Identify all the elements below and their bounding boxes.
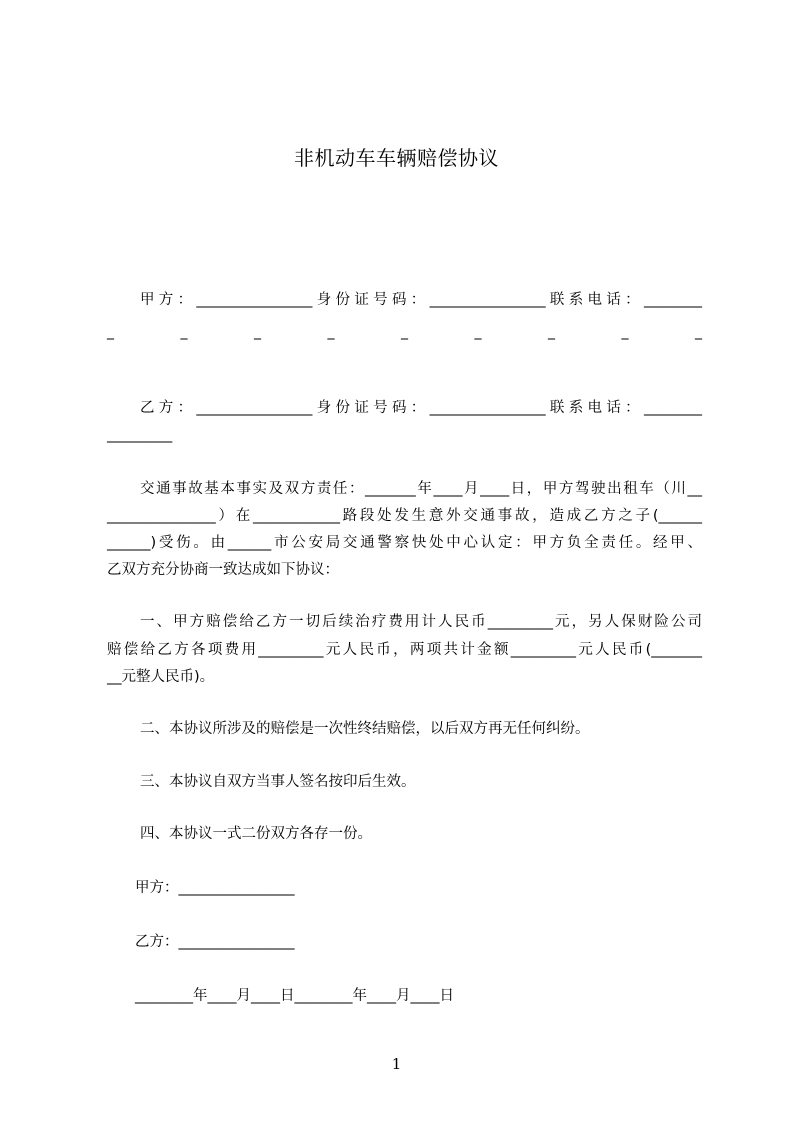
party-b-info-line: 乙方：________________身份证号码：________________联系电话：________ bbox=[140, 400, 702, 416]
facts-line-1: 交通事故基本事实及双方责任：_______年____月____日，甲方驾驶出租车（川__ bbox=[140, 481, 702, 497]
signature-party-a: 甲方：________________ bbox=[135, 880, 295, 896]
dash: _ bbox=[254, 324, 261, 340]
page-number: 1 bbox=[391, 1055, 402, 1073]
dash: _ bbox=[401, 324, 408, 340]
signature-party-b: 乙方：________________ bbox=[135, 934, 295, 950]
dash: _ bbox=[180, 324, 188, 340]
clause-1-line-3: __元整人民币)。 bbox=[107, 669, 215, 685]
facts-line-2: _______________）在____________路段处发生意外交通事故，造成乙方之子(______ bbox=[107, 508, 702, 524]
clause-2: 二、本协议所涉及的赔偿是一次性终结赔偿，以后双方再无任何纠纷。 bbox=[140, 721, 590, 737]
signature-date: ________年____月____日________年____月____日 bbox=[135, 988, 454, 1004]
clause-3: 三、本协议自双方当事人签名按印后生效。 bbox=[140, 774, 416, 790]
document-title: 非机动车车辆赔偿协议 bbox=[294, 146, 499, 170]
facts-line-4: 乙双方充分协商一致达成如下协议： bbox=[107, 562, 339, 578]
dash: _ bbox=[621, 324, 629, 340]
dash: _ bbox=[327, 324, 335, 340]
dash-row bbox=[107, 322, 702, 342]
party-b-info-continuation: _________ bbox=[107, 427, 173, 443]
dash: _ bbox=[695, 324, 702, 340]
party-a-info-line: 甲方：________________身份证号码：________________联系电话：________ bbox=[140, 292, 702, 308]
facts-line-3: ______)受伤。由______市公安局交通警察快处中心认定：甲方负全责任。经甲、 bbox=[107, 535, 702, 551]
clause-1-line-2: 赔偿给乙方各项费用_________元人民币，两项共计金额_________元人民币(_______ bbox=[107, 642, 702, 658]
dash: _ bbox=[474, 324, 482, 340]
dash: _ bbox=[548, 324, 555, 340]
clause-1-line-1: 一、甲方赔偿给乙方一切后续治疗费用计人民币_________元，另人保财险公司 bbox=[140, 614, 702, 630]
clause-4: 四、本协议一式二份双方各存一份。 bbox=[140, 826, 372, 842]
dash: _ bbox=[107, 324, 114, 340]
